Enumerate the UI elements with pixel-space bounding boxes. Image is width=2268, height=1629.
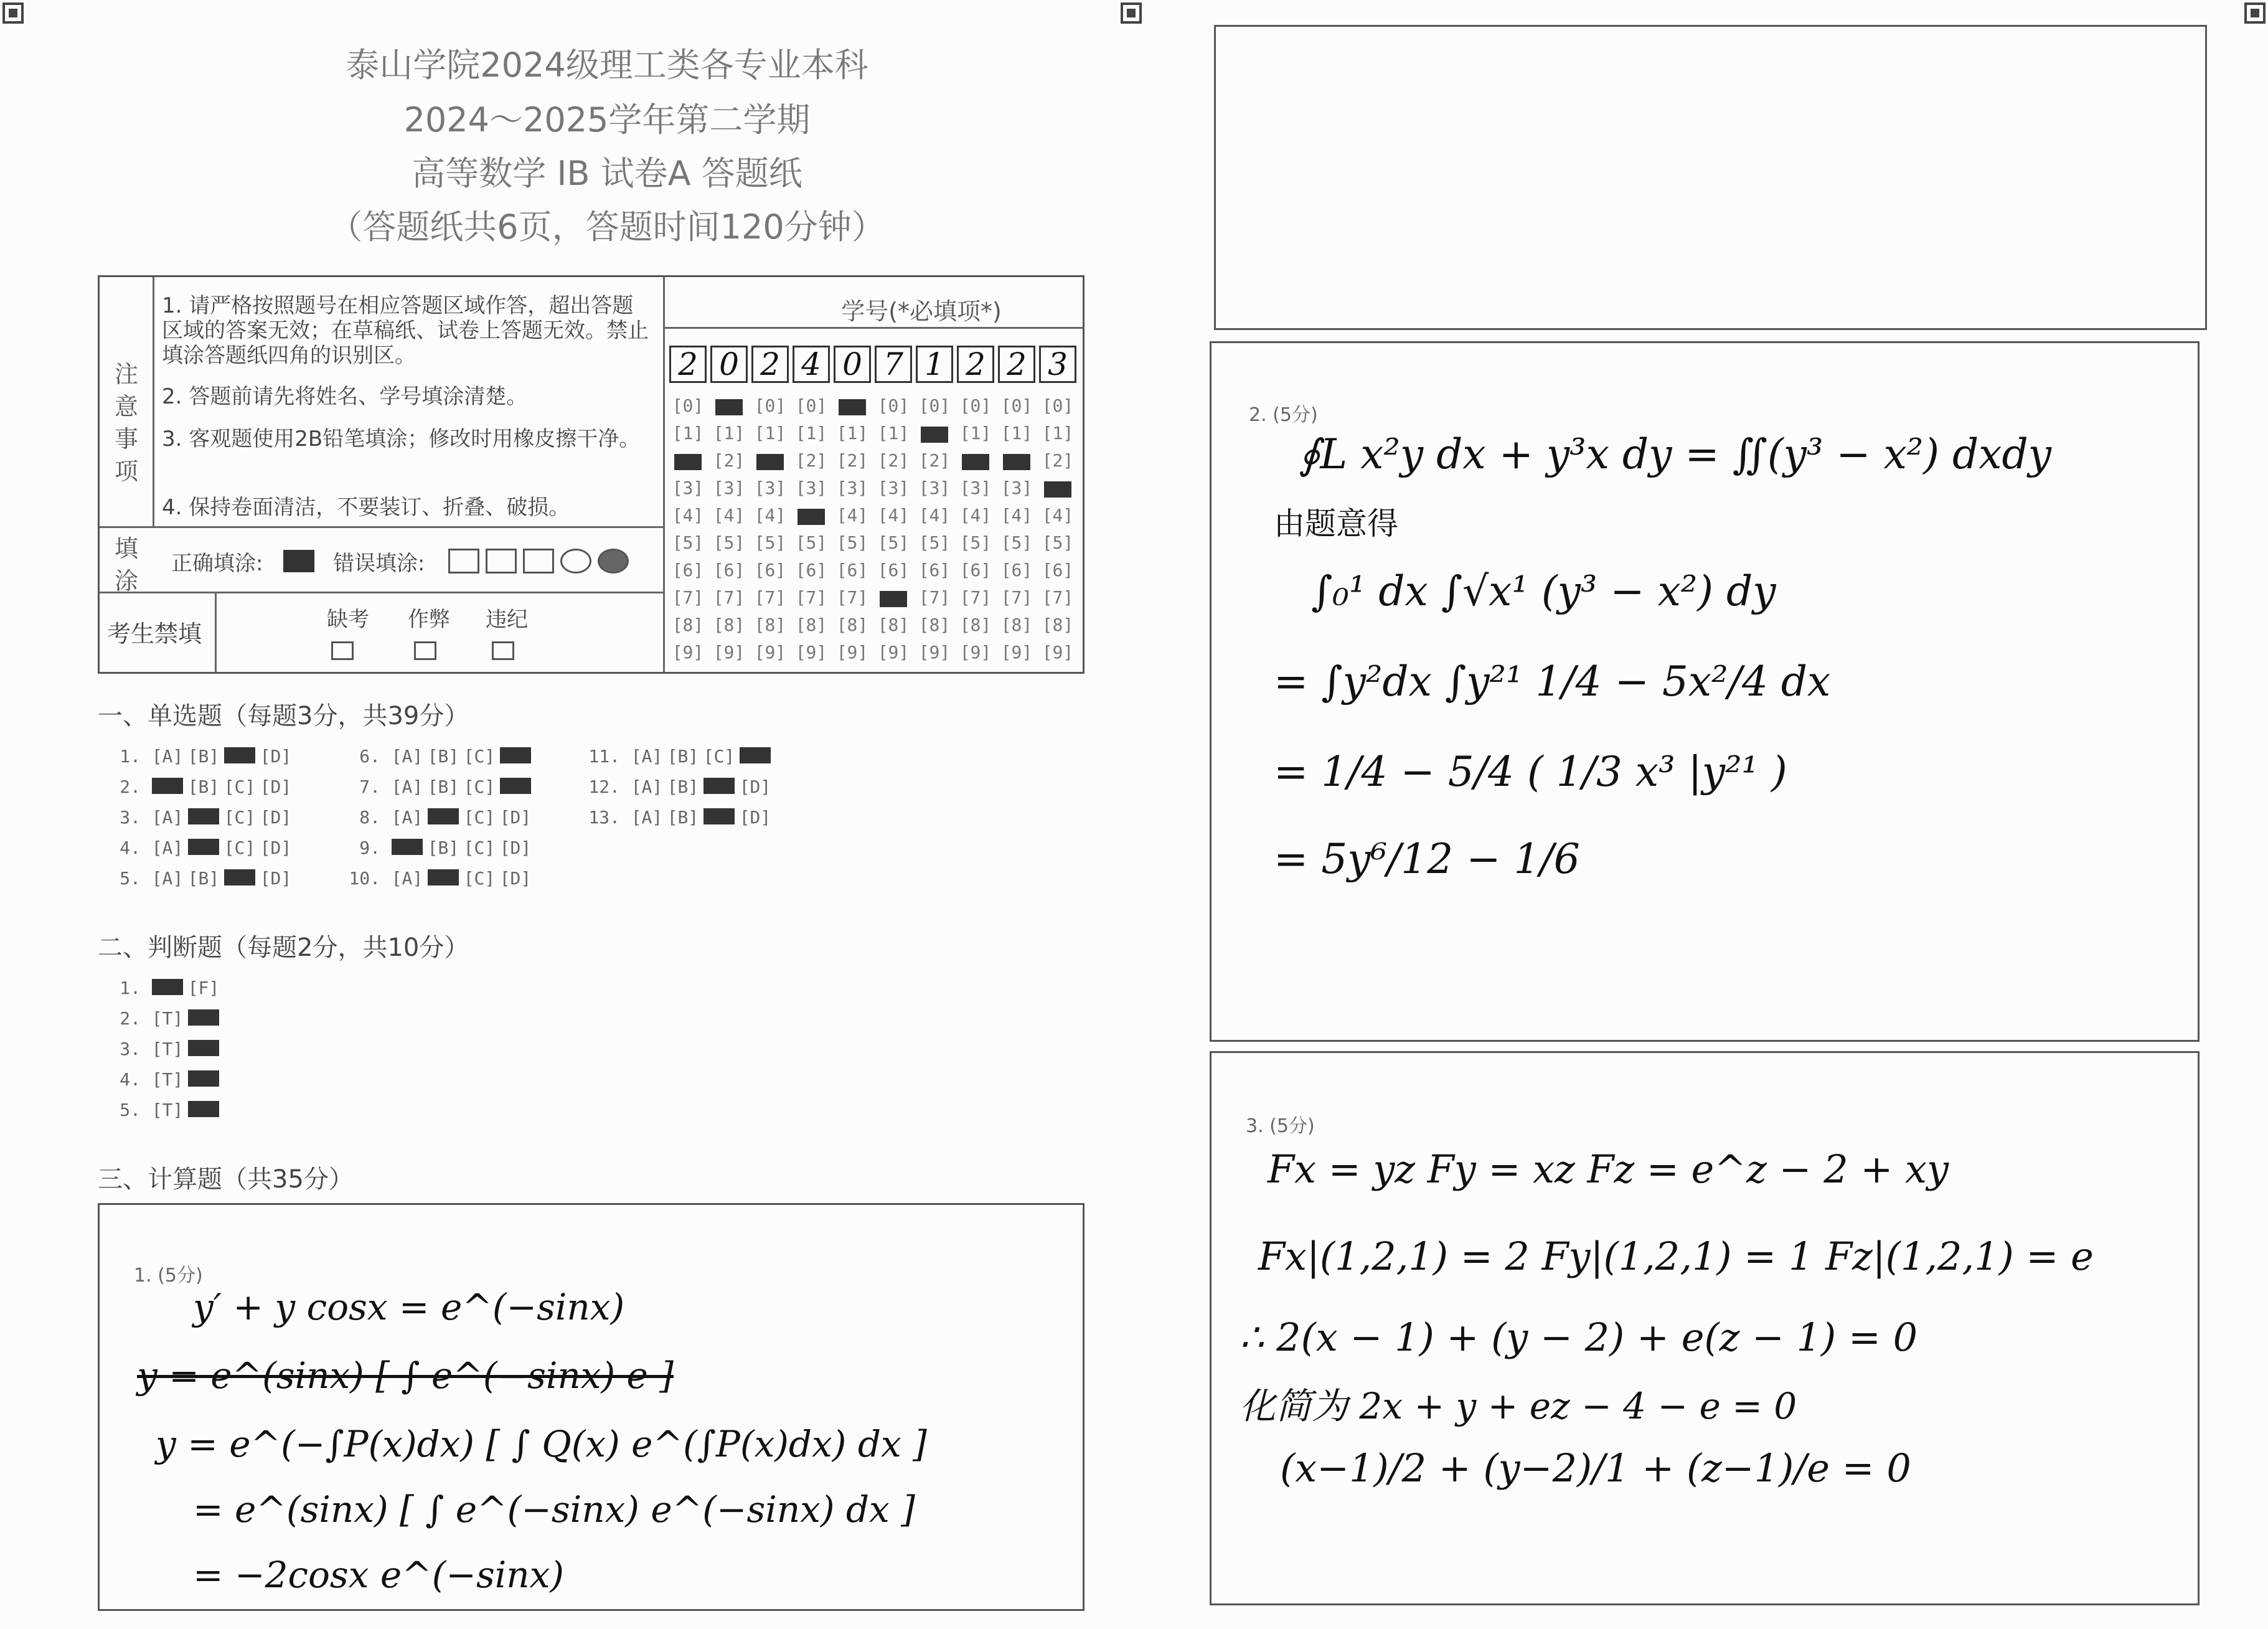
student-id-bubble[interactable]: [0] bbox=[1042, 395, 1074, 416]
student-id-bubble[interactable]: [9] bbox=[713, 642, 745, 663]
student-id-digit-7: 2 bbox=[957, 346, 994, 383]
student-id-bubble[interactable]: [1] bbox=[713, 423, 745, 443]
student-id-bubble[interactable]: [8] bbox=[795, 615, 827, 635]
student-id-bubble[interactable]: [8] bbox=[754, 615, 786, 635]
forbidden-violation-checkbox[interactable] bbox=[492, 641, 514, 660]
choice-bubble[interactable]: [B] bbox=[187, 746, 220, 767]
choice-bubble[interactable]: [C] bbox=[224, 838, 256, 858]
question-number: 13. bbox=[588, 807, 620, 828]
student-id-bubble[interactable]: [9] bbox=[918, 642, 951, 663]
student-id-bubble[interactable]: [6] bbox=[672, 560, 704, 580]
student-id-bubble[interactable]: [8] bbox=[836, 615, 868, 635]
student-id-bubble[interactable]: [5] bbox=[877, 532, 910, 553]
notice-item-4: 4. 保持卷面清洁，不要装订、折叠、破损。 bbox=[162, 495, 570, 520]
choice-bubble[interactable]: [B] bbox=[427, 838, 459, 858]
q2-line4: = ∫y²dx ∫y²¹ 1/4 − 5x²/4 dx bbox=[1274, 658, 1831, 706]
student-id-digit-9: 3 bbox=[1039, 346, 1076, 383]
choice-bubble[interactable]: [D] bbox=[739, 807, 771, 828]
student-id-bubble[interactable]: [1] bbox=[672, 423, 704, 443]
student-id-bubble[interactable]: [7] bbox=[836, 587, 868, 608]
corner-mark-top-center bbox=[1121, 2, 1142, 24]
choice-bubble[interactable] bbox=[222, 868, 258, 889]
judgement-bubble[interactable]: [T] bbox=[151, 1039, 184, 1059]
choice-row bbox=[585, 777, 773, 797]
q3-line1: Fx = yz Fy = xz Fz = e^z − 2 + xy bbox=[1268, 1146, 1949, 1192]
question-number: 3. bbox=[120, 1039, 141, 1059]
q3-line5: (x−1)/2 + (y−2)/1 + (z−1)/e = 0 bbox=[1280, 1445, 1911, 1491]
choice-bubble[interactable]: [C] bbox=[463, 777, 496, 797]
student-id-bubble[interactable] bbox=[1039, 478, 1076, 498]
judgement-row bbox=[106, 1008, 222, 1029]
section2-title: 二、判断题（每题2分，共10分） bbox=[98, 933, 469, 962]
exam-title-line1: 泰山学院2024级理工类各专业本科 bbox=[346, 45, 868, 85]
q2-line5: = 1/4 − 5/4 ( 1/3 x³ |y²¹ ) bbox=[1274, 748, 1787, 796]
student-id-bubble[interactable] bbox=[669, 450, 707, 471]
student-id-digit-4: 0 bbox=[834, 346, 871, 383]
judgement-bubble[interactable]: [T] bbox=[151, 1100, 184, 1120]
question-number: 2. bbox=[120, 1008, 141, 1029]
question-number: 5. bbox=[120, 1100, 141, 1120]
q2-line2: 由题意得 bbox=[1274, 506, 1398, 542]
correct-fill-sample bbox=[283, 550, 314, 572]
corner-mark-top-right bbox=[2244, 2, 2266, 24]
student-id-bubble[interactable]: [3] bbox=[836, 478, 868, 498]
choice-row bbox=[346, 838, 534, 858]
student-id-bubble[interactable]: [1] bbox=[1042, 423, 1074, 443]
student-id-bubble[interactable]: [6] bbox=[1042, 560, 1074, 580]
choice-bubble[interactable] bbox=[701, 777, 737, 797]
student-id-bubble[interactable]: [4] bbox=[754, 505, 786, 526]
student-id-bubble[interactable]: [8] bbox=[672, 615, 704, 635]
student-id-bubble[interactable]: [1] bbox=[959, 423, 992, 443]
forbidden-absent-label: 缺考 bbox=[327, 607, 369, 632]
student-id-bubble[interactable]: [0] bbox=[959, 395, 992, 416]
student-id-bubble[interactable] bbox=[916, 423, 953, 443]
choice-row bbox=[346, 868, 534, 889]
choice-bubble[interactable] bbox=[149, 777, 186, 797]
choice-bubble[interactable]: [B] bbox=[667, 807, 699, 828]
student-id-bubble[interactable]: [5] bbox=[959, 532, 992, 553]
q3-label: 3. (5分) bbox=[1246, 1115, 1315, 1137]
choice-bubble[interactable]: [A] bbox=[631, 777, 663, 797]
student-id-bubble[interactable]: [2] bbox=[918, 450, 951, 471]
choice-bubble[interactable]: [D] bbox=[260, 868, 292, 889]
student-id-bubble[interactable]: [8] bbox=[1042, 615, 1074, 635]
choice-bubble[interactable] bbox=[737, 746, 773, 767]
student-id-bubble[interactable]: [4] bbox=[836, 505, 868, 526]
choice-bubble[interactable]: [B] bbox=[667, 746, 699, 767]
notice-item-3: 3. 客观题使用2B铅笔填涂；修改时用橡皮擦干净。 bbox=[162, 427, 641, 451]
q1-line4: = e^(sinx) [ ∫ e^(−sinx) e^(−sinx) dx ] bbox=[193, 1488, 915, 1531]
student-id-bubble[interactable]: [8] bbox=[1000, 615, 1033, 635]
choice-bubble[interactable] bbox=[186, 838, 222, 858]
wrong-fill-sample-circle bbox=[560, 549, 591, 574]
choice-bubble[interactable]: [A] bbox=[391, 807, 423, 828]
notice-item-2: 2. 答题前请先将姓名、学号填涂清楚。 bbox=[162, 384, 528, 409]
q3-line2: Fx|(1,2,1) = 2 Fy|(1,2,1) = 1 Fz|(1,2,1) = e bbox=[1258, 1234, 2094, 1279]
choice-bubble[interactable]: [D] bbox=[260, 807, 292, 828]
forbidden-violation-label: 违纪 bbox=[486, 607, 528, 632]
student-id-bubble[interactable]: [5] bbox=[1042, 532, 1074, 553]
student-id-bubble[interactable]: [6] bbox=[754, 560, 786, 580]
judgement-bubble[interactable] bbox=[186, 1100, 222, 1120]
wrong-fill-sample-check bbox=[448, 549, 479, 574]
exam-title-line3: 高等数学 IB 试卷A 答题纸 bbox=[412, 154, 802, 193]
forbidden-cheat-label: 作弊 bbox=[408, 607, 450, 632]
choice-bubble[interactable]: [A] bbox=[391, 777, 423, 797]
choice-bubble[interactable] bbox=[497, 746, 534, 767]
question-number: 9. bbox=[359, 838, 380, 858]
question-number: 4. bbox=[120, 838, 141, 858]
q1-line1: y′ + y cosx = e^(−sinx) bbox=[193, 1286, 625, 1328]
student-id-bubble[interactable]: [6] bbox=[877, 560, 910, 580]
wrong-fill-sample-cross bbox=[486, 549, 517, 574]
judgement-bubble[interactable] bbox=[149, 978, 186, 998]
student-id-bubble[interactable]: [0] bbox=[918, 395, 951, 416]
student-id-bubble[interactable]: [4] bbox=[918, 505, 951, 526]
corner-mark-top-left bbox=[2, 2, 24, 24]
judgement-bubble[interactable]: [F] bbox=[187, 978, 220, 998]
choice-bubble[interactable]: [A] bbox=[151, 868, 184, 889]
student-id-digit-5: 7 bbox=[875, 346, 912, 383]
student-id-bubble[interactable]: [3] bbox=[1000, 478, 1033, 498]
student-id-bubble[interactable]: [8] bbox=[713, 615, 745, 635]
student-id-bubble[interactable] bbox=[751, 450, 789, 471]
q2-label: 2. (5分) bbox=[1249, 404, 1318, 426]
student-id-bubble[interactable]: [2] bbox=[877, 450, 910, 471]
choice-bubble[interactable]: [A] bbox=[151, 746, 184, 767]
answer-box-q1[interactable] bbox=[98, 1203, 1085, 1611]
student-id-bubble[interactable]: [6] bbox=[713, 560, 745, 580]
student-id-bubble[interactable]: [8] bbox=[877, 615, 910, 635]
judgement-bubble[interactable] bbox=[186, 1069, 222, 1090]
student-id-digit-1: 0 bbox=[710, 346, 748, 383]
student-id-bubble[interactable]: [5] bbox=[918, 532, 951, 553]
student-id-bubble[interactable]: [6] bbox=[1000, 560, 1033, 580]
student-id-bubble[interactable]: [4] bbox=[1000, 505, 1033, 526]
choice-bubble[interactable]: [C] bbox=[463, 838, 496, 858]
wrong-fill-sample-dot bbox=[598, 549, 629, 574]
student-id-bubble[interactable]: [6] bbox=[795, 560, 827, 580]
student-id-bubble[interactable]: [1] bbox=[795, 423, 827, 443]
choice-bubble[interactable]: [C] bbox=[224, 807, 256, 828]
student-id-bubble[interactable] bbox=[710, 395, 748, 416]
choice-row bbox=[106, 807, 294, 828]
choice-bubble[interactable]: [C] bbox=[463, 868, 496, 889]
student-id-bubble[interactable]: [3] bbox=[672, 478, 704, 498]
info-panel bbox=[98, 275, 1085, 674]
choice-row bbox=[346, 746, 534, 767]
student-id-digit-3: 4 bbox=[793, 346, 830, 383]
question-number: 4. bbox=[120, 1069, 141, 1090]
student-id-bubble[interactable]: [9] bbox=[795, 642, 827, 663]
student-id-bubble[interactable]: [6] bbox=[959, 560, 992, 580]
choice-bubble[interactable] bbox=[425, 807, 461, 828]
choice-row bbox=[585, 746, 773, 767]
q3-line3: ∴ 2(x − 1) + (y − 2) + e(z − 1) = 0 bbox=[1240, 1315, 1918, 1360]
student-id-bubble[interactable]: [0] bbox=[754, 395, 786, 416]
choice-bubble[interactable]: [B] bbox=[667, 777, 699, 797]
choice-bubble[interactable]: [A] bbox=[391, 746, 423, 767]
student-id-bubble[interactable]: [2] bbox=[795, 450, 827, 471]
q2-line3: ∫₀¹ dx ∫√x¹ (y³ − x²) dy bbox=[1311, 567, 1776, 615]
student-id-bubble[interactable]: [0] bbox=[877, 395, 910, 416]
judgement-bubble[interactable] bbox=[186, 1039, 222, 1059]
forbidden-label: 考生禁填 bbox=[107, 620, 202, 648]
student-id-bubble[interactable]: [3] bbox=[959, 478, 992, 498]
choice-bubble[interactable]: [D] bbox=[739, 777, 771, 797]
student-id-bubble[interactable]: [1] bbox=[836, 423, 868, 443]
wrong-fill-label: 错误填涂: bbox=[333, 551, 425, 576]
student-id-bubble[interactable]: [5] bbox=[672, 532, 704, 553]
choice-row bbox=[346, 777, 534, 797]
answer-box-q2[interactable] bbox=[1210, 341, 2200, 1042]
forbidden-absent-checkbox[interactable] bbox=[331, 641, 354, 660]
choice-bubble[interactable]: [C] bbox=[703, 746, 735, 767]
q1-line5: = −2cosx e^(−sinx) bbox=[193, 1554, 565, 1596]
student-id-bubble[interactable]: [5] bbox=[1000, 532, 1033, 553]
student-id-bubble[interactable]: [7] bbox=[1000, 587, 1033, 608]
student-id-bubble[interactable]: [1] bbox=[1000, 423, 1033, 443]
student-id-bubble[interactable]: [6] bbox=[836, 560, 868, 580]
student-id-bubble[interactable]: [8] bbox=[959, 615, 992, 635]
choice-bubble[interactable]: [C] bbox=[463, 807, 496, 828]
student-id-bubble[interactable]: [0] bbox=[1000, 395, 1033, 416]
choice-bubble[interactable]: [D] bbox=[499, 838, 532, 858]
q1-label: 1. (5分) bbox=[134, 1265, 203, 1287]
question-number: 2. bbox=[120, 777, 141, 797]
q2-line6: = 5y⁶/12 − 1/6 bbox=[1274, 835, 1580, 883]
exam-title-line4: （答题纸共6页，答题时间120分钟） bbox=[329, 207, 885, 247]
choice-bubble[interactable] bbox=[222, 746, 258, 767]
choice-bubble[interactable]: [A] bbox=[151, 838, 184, 858]
student-id-bubble[interactable]: [7] bbox=[754, 587, 786, 608]
correct-fill-label: 正确填涂: bbox=[171, 551, 263, 576]
student-id-bubble[interactable]: [9] bbox=[877, 642, 910, 663]
choice-bubble[interactable]: [A] bbox=[631, 807, 663, 828]
choice-bubble[interactable]: [C] bbox=[463, 746, 496, 767]
notice-item-1: 1. 请严格按照题号在相应答题区域作答，超出答题区域的答案无效；在草稿纸、试卷上答题无效。禁止填涂答题纸四角的识别区。 bbox=[162, 293, 649, 368]
judgement-row bbox=[106, 1069, 222, 1090]
choice-bubble[interactable]: [D] bbox=[260, 746, 292, 767]
student-id-bubble[interactable]: [1] bbox=[754, 423, 786, 443]
section3-title: 三、计算题（共35分） bbox=[98, 1165, 354, 1194]
student-id-bubble[interactable]: [3] bbox=[754, 478, 786, 498]
question-number: 7. bbox=[359, 777, 380, 797]
question-number: 11. bbox=[588, 746, 620, 767]
student-id-digit-8: 2 bbox=[998, 346, 1035, 383]
choice-bubble[interactable]: [B] bbox=[427, 746, 459, 767]
question-number: 8. bbox=[359, 807, 380, 828]
student-id-bubble[interactable]: [4] bbox=[713, 505, 745, 526]
student-id-bubble[interactable]: [2] bbox=[713, 450, 745, 471]
student-id-bubble[interactable] bbox=[998, 450, 1035, 471]
student-id-bubble[interactable]: [9] bbox=[959, 642, 992, 663]
q3-line4: 化简为 2x + y + ez − 4 − e = 0 bbox=[1240, 1385, 1797, 1427]
student-id-bubble[interactable] bbox=[875, 587, 912, 608]
student-id-bubble[interactable]: [8] bbox=[918, 615, 951, 635]
student-id-bubble[interactable]: [9] bbox=[754, 642, 786, 663]
student-id-bubble[interactable]: [0] bbox=[672, 395, 704, 416]
student-id-bubble[interactable]: [9] bbox=[1000, 642, 1033, 663]
judgement-row bbox=[106, 1039, 222, 1059]
choice-row bbox=[106, 746, 294, 767]
answer-box-q3[interactable] bbox=[1210, 1051, 2200, 1605]
student-id-bubble[interactable]: [2] bbox=[1042, 450, 1074, 471]
wrong-fill-sample-dash bbox=[523, 549, 554, 574]
choice-bubble[interactable]: [B] bbox=[427, 777, 459, 797]
choice-bubble[interactable] bbox=[389, 838, 425, 858]
student-id-bubble[interactable] bbox=[793, 505, 830, 526]
student-id-bubble[interactable]: [4] bbox=[959, 505, 992, 526]
question-number: 12. bbox=[588, 777, 620, 797]
choice-bubble[interactable]: [D] bbox=[260, 838, 292, 858]
question-number: 1. bbox=[120, 978, 141, 998]
student-id-bubble[interactable] bbox=[957, 450, 994, 471]
judgement-row bbox=[106, 1100, 222, 1120]
choice-row bbox=[585, 807, 773, 828]
student-id-bubble[interactable]: [7] bbox=[672, 587, 704, 608]
choice-bubble[interactable]: [A] bbox=[391, 868, 423, 889]
choice-row bbox=[106, 838, 294, 858]
student-id-bubble[interactable]: [5] bbox=[713, 532, 745, 553]
choice-row bbox=[106, 777, 294, 797]
student-id-bubble[interactable]: [5] bbox=[795, 532, 827, 553]
choice-bubble[interactable]: [A] bbox=[151, 807, 184, 828]
judgement-bubble[interactable]: [T] bbox=[151, 1069, 184, 1090]
student-id-bubble[interactable]: [5] bbox=[836, 532, 868, 553]
choice-row bbox=[106, 868, 294, 889]
forbidden-cheat-checkbox[interactable] bbox=[414, 641, 436, 660]
question-number: 5. bbox=[120, 868, 141, 889]
answer-box-continued[interactable] bbox=[1214, 25, 2207, 330]
judgement-bubble[interactable]: [T] bbox=[151, 1008, 184, 1029]
student-id-bubble[interactable]: [7] bbox=[795, 587, 827, 608]
student-id-bubble[interactable]: [3] bbox=[918, 478, 951, 498]
student-id-bubble[interactable]: [3] bbox=[713, 478, 745, 498]
choice-bubble[interactable] bbox=[186, 807, 222, 828]
choice-bubble[interactable]: [D] bbox=[499, 807, 532, 828]
student-id-bubble[interactable]: [4] bbox=[672, 505, 704, 526]
student-id-bubble[interactable]: [4] bbox=[1042, 505, 1074, 526]
student-id-bubble[interactable]: [7] bbox=[713, 587, 745, 608]
choice-bubble[interactable]: [D] bbox=[499, 868, 532, 889]
student-id-bubble[interactable] bbox=[834, 395, 871, 416]
choice-bubble[interactable] bbox=[497, 777, 534, 797]
q1-line3: y = e^(−∫P(x)dx) [ ∫ Q(x) e^(∫P(x)dx) dx ] bbox=[156, 1423, 927, 1465]
q2-line1: ∮L x²y dx + y³x dy = ∬(y³ − x²) dxdy bbox=[1299, 430, 2051, 478]
student-id-bubble[interactable]: [4] bbox=[877, 505, 910, 526]
student-id-digit-6: 1 bbox=[916, 346, 953, 383]
student-id-bubble[interactable]: [9] bbox=[836, 642, 868, 663]
choice-bubble[interactable] bbox=[425, 868, 461, 889]
student-id-bubble[interactable]: [7] bbox=[918, 587, 951, 608]
student-id-bubble[interactable]: [3] bbox=[877, 478, 910, 498]
student-id-digit-2: 2 bbox=[751, 346, 789, 383]
choice-bubble[interactable] bbox=[701, 807, 737, 828]
q1-line2-struck: y = e^(sinx) [ ∫ e^(−sinx) e ] bbox=[137, 1354, 674, 1397]
judgement-bubble[interactable] bbox=[186, 1008, 222, 1029]
question-number: 1. bbox=[120, 746, 141, 767]
student-id-bubble[interactable]: [3] bbox=[795, 478, 827, 498]
choice-bubble[interactable]: [A] bbox=[631, 746, 663, 767]
student-id-bubble[interactable]: [2] bbox=[836, 450, 868, 471]
choice-bubble[interactable]: [D] bbox=[260, 777, 292, 797]
choice-bubble[interactable]: [B] bbox=[187, 777, 220, 797]
exam-title-line2: 2024～2025学年第二学期 bbox=[403, 100, 811, 139]
student-id-bubble[interactable]: [9] bbox=[672, 642, 704, 663]
question-number: 10. bbox=[349, 868, 380, 889]
fill-label: 填 涂 bbox=[114, 535, 138, 595]
section1-title: 一、单选题（每题3分，共39分） bbox=[98, 702, 469, 730]
student-id-bubble[interactable]: [7] bbox=[1042, 587, 1074, 608]
student-id-digit-0: 2 bbox=[669, 346, 707, 383]
judgement-row bbox=[106, 978, 222, 998]
student-id-bubble[interactable]: [5] bbox=[754, 532, 786, 553]
student-id-title: 学号(*必填项*) bbox=[841, 298, 1002, 325]
question-number: 3. bbox=[120, 807, 141, 828]
notice-label: 注 意 事 项 bbox=[114, 361, 138, 485]
choice-row bbox=[346, 807, 534, 828]
student-id-bubble[interactable]: [6] bbox=[918, 560, 951, 580]
student-id-bubble[interactable]: [1] bbox=[877, 423, 910, 443]
student-id-bubble[interactable]: [7] bbox=[959, 587, 992, 608]
choice-bubble[interactable]: [C] bbox=[224, 777, 256, 797]
question-number: 6. bbox=[359, 746, 380, 767]
student-id-bubble[interactable]: [9] bbox=[1042, 642, 1074, 663]
student-id-bubble[interactable]: [0] bbox=[795, 395, 827, 416]
choice-bubble[interactable]: [B] bbox=[187, 868, 220, 889]
